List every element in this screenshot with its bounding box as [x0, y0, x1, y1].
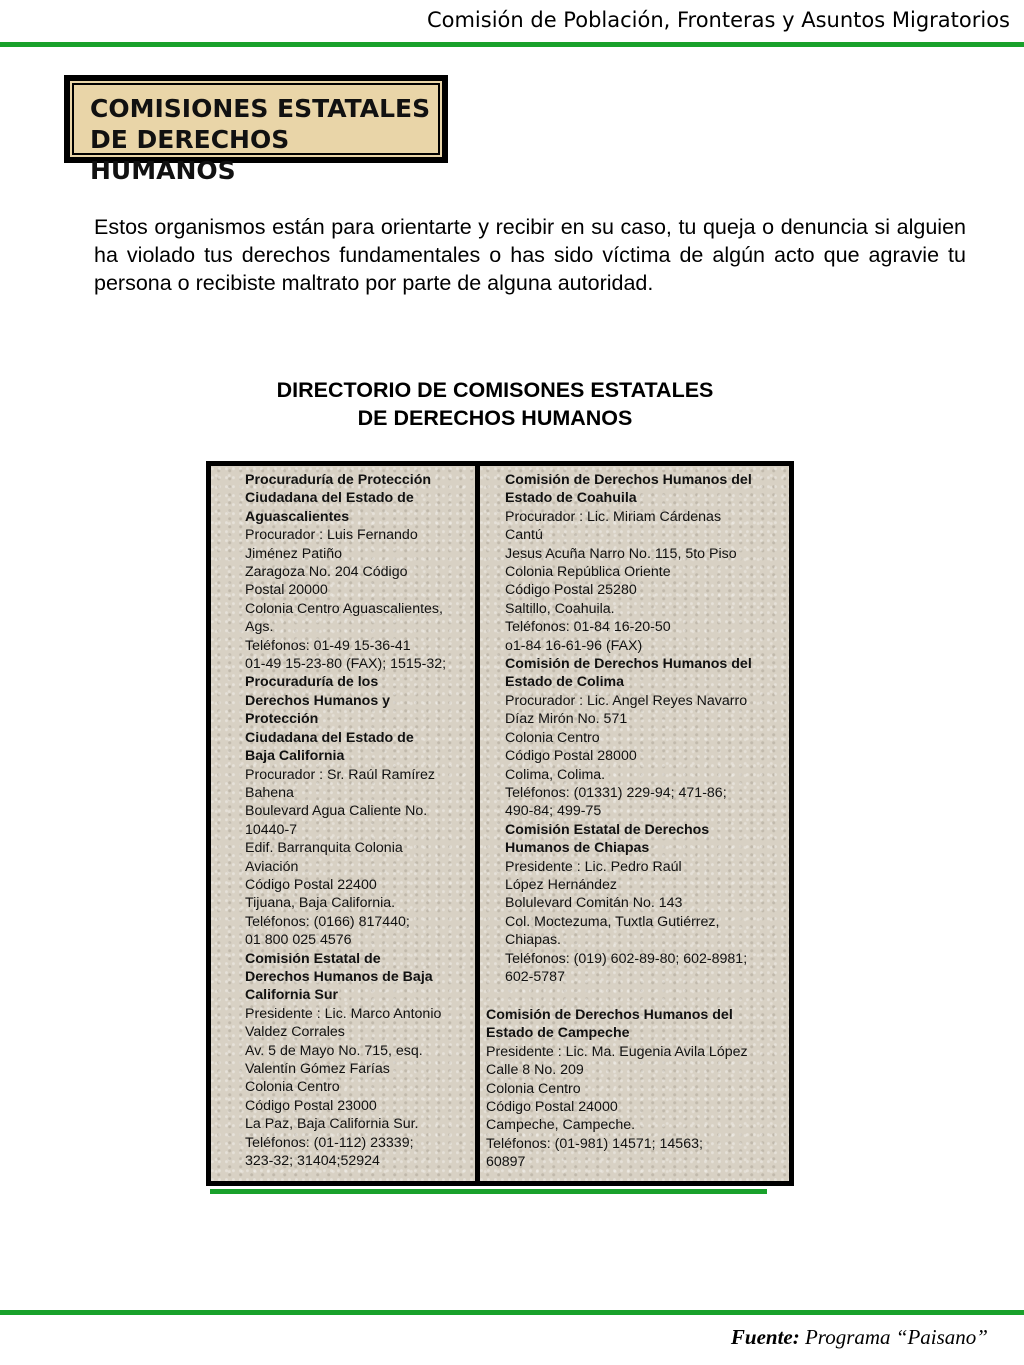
directory-line: Jiménez Patiño: [245, 545, 342, 562]
directory-line: Derechos Humanos y: [245, 692, 391, 709]
footer-label: Fuente:: [730, 1325, 800, 1349]
directory-line: Teléfonos: 01-49 15-36-41: [245, 637, 411, 654]
directory-line: 60897: [486, 1154, 526, 1171]
directory-line: Presidente : Lic. Ma. Eugenia Avila López: [486, 1043, 748, 1060]
directory-line: Ciudadana del Estado de: [245, 729, 414, 746]
directory-line: Teléfonos: (01-981) 14571; 14563;: [486, 1135, 703, 1152]
directory-line: Cantú: [505, 527, 543, 544]
directory-line: Comisión Estatal de: [245, 950, 381, 967]
directory-line: Procurador : Lic. Miriam Cárdenas: [505, 508, 722, 525]
directory-line: Teléfonos: 01-84 16-20-50: [505, 619, 671, 636]
directory-line: Colonia Centro: [505, 729, 600, 746]
section-title-inner: [70, 81, 442, 185]
directory-line: Código Postal 22400: [245, 876, 377, 893]
directory-line: Postal 20000: [245, 582, 328, 599]
directory-line: Procurador : Lic. Angel Reyes Navarro: [505, 692, 748, 709]
directory-line: Valentín Gómez Farías: [245, 1061, 390, 1077]
table-bottom-divider: [210, 1189, 767, 1194]
directory-line: Código Postal 25280: [505, 582, 637, 599]
section-title: [90, 93, 440, 186]
footer-source-text: Programa “Paisano”: [804, 1325, 988, 1349]
section-title-box: [64, 75, 448, 185]
directory-line: Comisión de Derechos Humanos del: [486, 1007, 733, 1023]
directory-line: Comisión Estatal de Derechos: [505, 821, 710, 838]
directory-line: Calle 8 No. 209: [486, 1062, 584, 1079]
directory-line: Campeche, Campeche.: [486, 1117, 636, 1134]
directory-line: Ciudadana del Estado de: [245, 490, 414, 507]
directory-line: California Sur: [245, 987, 339, 1004]
directory-line: o1-84 16-61-96 (FAX): [505, 637, 643, 654]
left-column-text: [245, 471, 446, 1170]
directory-line: 323-32; 31404;52924: [245, 1153, 380, 1170]
directory-line: Col. Moctezuma, Tuxtla Gutiérrez,: [505, 913, 720, 930]
directory-line: Estado de Colima: [505, 674, 625, 691]
directory-line: Colonia República Oriente: [505, 564, 671, 581]
directory-line: Boulevard Agua Caliente No.: [245, 803, 428, 820]
directory-line: Protección: [245, 711, 319, 728]
directory-line: Valdez Corrales: [245, 1024, 345, 1041]
directory-line: Díaz Mirón No. 571: [505, 711, 628, 728]
directory-line: Bahena: [245, 784, 294, 801]
directory-line: Aviación: [245, 858, 299, 875]
directory-line: Chiapas.: [505, 932, 561, 949]
directory-line: Derechos Humanos de Baja: [245, 968, 433, 985]
directory-title: [200, 376, 790, 432]
directory-line: Teléfonos: (01331) 229-94; 471-86;: [505, 784, 727, 801]
footer-source: [731, 1325, 988, 1350]
header-divider: [0, 42, 1024, 47]
section-title-line-2: DE DERECHOS HUMANOS: [90, 125, 290, 185]
directory-line: Procuraduría de Protección: [245, 472, 432, 488]
directory-line: Zaragoza No. 204 Código: [245, 564, 408, 581]
directory-line: Colonia Centro Aguascalientes,: [245, 600, 443, 617]
directory-line: Presidente : Lic. Marco Antonio: [245, 1005, 442, 1022]
directory-line: Comisión de Derechos Humanos del: [505, 472, 752, 488]
directory-line: 10440-7: [245, 821, 298, 838]
directory-line: Ags.: [245, 619, 274, 636]
directory-line: Colonia Centro: [486, 1080, 581, 1097]
directory-line: Procurador : Sr. Raúl Ramírez: [245, 766, 436, 783]
directory-line: Teléfonos: (019) 602-89-80; 602-8981;: [505, 950, 748, 967]
directory-line: Código Postal 23000: [245, 1097, 377, 1114]
directory-line: Edif. Barranquita Colonia: [245, 840, 403, 857]
directory-line: Código Postal 28000: [505, 748, 637, 765]
directory-line: 01-49 15-23-80 (FAX); 1515-32;: [245, 656, 447, 673]
directory-line: 602-5787: [505, 968, 565, 985]
directory-line: Bolulevard Comitán No. 143: [505, 895, 683, 912]
intro-paragraph: Estos organismos están para orientarte y recibir en su caso, tu queja o denuncia si alguien ha violado tus derechos fundamentales o has sido víctima de algún acto que agravie tu persona o recibiste maltrato por parte de alguna autoridad.: [94, 215, 966, 295]
directory-line: Saltillo, Coahuila.: [505, 600, 615, 617]
directory-title-line-2: DE DERECHOS HUMANOS: [357, 406, 633, 430]
directory-line: La Paz, Baja California Sur.: [245, 1116, 419, 1133]
directory-line: Av. 5 de Mayo No. 715, esq.: [245, 1042, 423, 1059]
directory-line: Baja California: [245, 748, 345, 765]
directory-title-line-1: DIRECTORIO DE COMISONES ESTATALES: [276, 378, 714, 402]
directory-line: Aguascalientes: [245, 508, 350, 525]
directory-line: 01 800 025 4576: [245, 932, 352, 949]
right-column-text: [505, 471, 752, 986]
directory-line: Humanos de Chiapas: [505, 840, 650, 857]
directory-line: López Hernández: [505, 876, 618, 893]
directory-line: Estado de Coahuila: [505, 490, 637, 507]
directory-line: Teléfonos: (0166) 817440;: [245, 913, 410, 930]
directory-line: Código Postal 24000: [486, 1099, 618, 1116]
directory-line: Procurador : Luis Fernando: [245, 527, 418, 544]
directory-line: 490-84; 499-75: [505, 803, 602, 820]
section-title-line-1: COMISIONES ESTATALES: [90, 94, 431, 123]
directory-line: Colima, Colima.: [505, 766, 606, 783]
footer-divider: [0, 1310, 1024, 1315]
page-header-title: Comisión de Población, Fronteras y Asuntos Migratorios: [426, 8, 1010, 32]
directory-line: Procuraduría de los: [245, 674, 379, 691]
directory-line: Comisión de Derechos Humanos del: [505, 656, 752, 673]
directory-line: Jesus Acuña Narro No. 115, 5to Piso: [505, 545, 737, 562]
directory-line: Teléfonos: (01-112) 23339;: [245, 1134, 414, 1151]
directory-line: Estado de Campeche: [486, 1025, 630, 1042]
directory-line: Tijuana, Baja California.: [245, 895, 396, 912]
right-column-campeche-text: [486, 1006, 748, 1172]
directory-line: Presidente : Lic. Pedro Raúl: [505, 858, 682, 875]
directory-line: Colonia Centro: [245, 1079, 340, 1096]
